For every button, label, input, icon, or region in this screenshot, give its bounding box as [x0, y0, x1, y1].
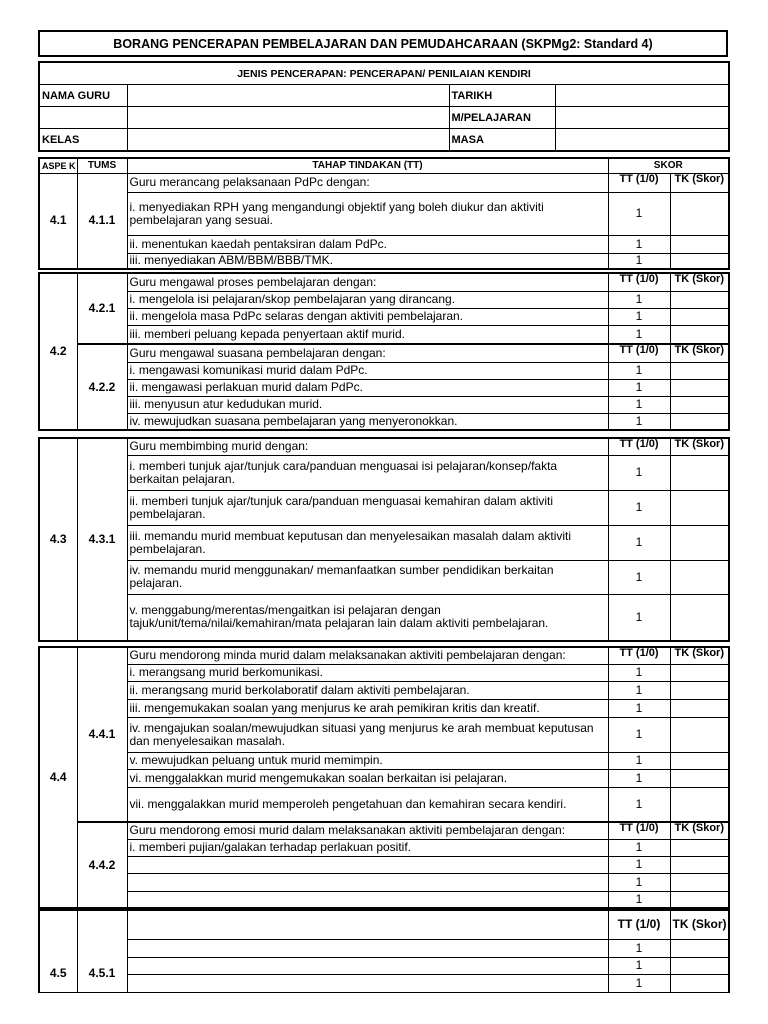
- section-4-2-table: [38, 272, 730, 431]
- aspek-header: ASPE K: [39, 158, 77, 173]
- criteria-item: vi. menggalakkan murid mengemukakan soalan berkaitan isi pelajaran.: [127, 769, 608, 787]
- subject-label: M/PELAJARAN: [449, 107, 555, 129]
- tt-score[interactable]: 1: [608, 291, 670, 308]
- criteria-item: i. mengawasi komunikasi murid dalam PdPc.: [127, 362, 608, 379]
- subject-field[interactable]: [555, 107, 729, 129]
- tt-score[interactable]: 1: [608, 235, 670, 253]
- tk-score[interactable]: [670, 455, 729, 490]
- criteria-intro: Guru merancang pelaksanaan PdPc dengan:: [127, 173, 608, 192]
- criteria-item: i. mengelola isi pelajaran/skop pembelajaran yang dirancang.: [127, 291, 608, 308]
- aspek-cell: 4.2: [39, 273, 77, 430]
- tt-header: TT (1/0): [608, 344, 670, 362]
- criteria-intro: Guru mengawal suasana pembelajaran dengan:: [127, 344, 608, 362]
- tums-cell: 4.2.1: [77, 273, 127, 344]
- criteria-item: [127, 957, 608, 974]
- tk-score[interactable]: [670, 769, 729, 787]
- section-4-1-table: [38, 157, 730, 270]
- tt-score[interactable]: 1: [608, 699, 670, 717]
- criteria-item: [127, 939, 608, 957]
- criteria-item: i. merangsang murid berkomunikasi.: [127, 664, 608, 681]
- tt-score[interactable]: 1: [608, 681, 670, 699]
- tt-score[interactable]: 1: [608, 455, 670, 490]
- tt-header: TT (1/0): [608, 438, 670, 455]
- criteria-intro: Guru membimbing murid dengan:: [127, 438, 608, 455]
- section-4-5-table: [38, 909, 730, 993]
- criteria-intro: Guru mengawal proses pembelajaran dengan:: [127, 273, 608, 291]
- tt-score[interactable]: 1: [608, 974, 670, 992]
- tk-score[interactable]: [670, 413, 729, 430]
- tums-cell: 4.5.1: [77, 910, 127, 992]
- tt-score[interactable]: 1: [608, 787, 670, 822]
- tk-header: TK (Skor): [670, 910, 729, 939]
- criteria-item: v. menggabung/merentas/mengaitkan isi pelajaran dengan tajuk/unit/tema/nilai/kemahiran/mata pelajaran lain dalam aktiviti pembelajaran.: [127, 594, 608, 641]
- tk-score[interactable]: [670, 308, 729, 325]
- tt-score[interactable]: 1: [608, 664, 670, 681]
- tk-score[interactable]: [670, 490, 729, 525]
- teacher-name-field[interactable]: [127, 85, 449, 107]
- tk-score[interactable]: [670, 664, 729, 681]
- criteria-item: [127, 974, 608, 992]
- tk-score[interactable]: [670, 235, 729, 253]
- tt-score[interactable]: 1: [608, 891, 670, 908]
- tk-score[interactable]: [670, 681, 729, 699]
- teacher-name-label: NAMA GURU: [39, 85, 127, 107]
- tk-header: TK (Skor): [670, 822, 729, 839]
- tk-header: TK (Skor): [670, 344, 729, 362]
- tums-cell: 4.2.2: [77, 344, 127, 430]
- criteria-item: ii. mengelola masa PdPc selaras dengan aktiviti pembelajaran.: [127, 308, 608, 325]
- class-field[interactable]: [127, 129, 449, 152]
- tk-score[interactable]: [670, 291, 729, 308]
- criteria-intro: Guru mendorong minda murid dalam melaksanakan aktiviti pembelajaran dengan:: [127, 647, 608, 664]
- tt-score[interactable]: 1: [608, 362, 670, 379]
- date-field[interactable]: [555, 85, 729, 107]
- tt-score[interactable]: 1: [608, 856, 670, 873]
- tk-score[interactable]: [670, 891, 729, 908]
- tk-score[interactable]: [670, 856, 729, 873]
- tk-score[interactable]: [670, 957, 729, 974]
- criteria-item: iii. menyediakan ABM/BBM/BBB/TMK.: [127, 253, 608, 269]
- tt-score[interactable]: 1: [608, 769, 670, 787]
- section-4-3-table: [38, 437, 730, 642]
- tt-score[interactable]: 1: [608, 490, 670, 525]
- tt-score[interactable]: 1: [608, 308, 670, 325]
- tk-score[interactable]: [670, 974, 729, 992]
- tt-header: TT (1/0): [608, 910, 670, 939]
- tk-score[interactable]: [670, 192, 729, 235]
- tk-header: TK (Skor): [670, 647, 729, 664]
- criteria-item: [127, 891, 608, 908]
- criteria-item: i. menyediakan RPH yang mengandungi objektif yang boleh diukur dan aktiviti pembelajaran yang sesuai.: [127, 192, 608, 235]
- tt-score[interactable]: 1: [608, 939, 670, 957]
- form-title: BORANG PENCERAPAN PEMBELAJARAN DAN PEMUDAHCARAAN (SKPMg2: Standard 4): [38, 30, 728, 57]
- tums-cell: 4.3.1: [77, 438, 127, 641]
- aspek-cell: 4.1: [39, 173, 77, 269]
- tt-score[interactable]: 1: [608, 752, 670, 769]
- tt-score[interactable]: 1: [608, 525, 670, 560]
- tk-score[interactable]: [670, 525, 729, 560]
- tt-header: TT (1/0): [608, 173, 670, 192]
- tt-score[interactable]: 1: [608, 192, 670, 235]
- tk-header: TK (Skor): [670, 173, 729, 192]
- tk-score[interactable]: [670, 939, 729, 957]
- tt-score[interactable]: 1: [608, 594, 670, 641]
- criteria-item: iv. memandu murid menggunakan/ memanfaatkan sumber pendidikan berkaitan pelajaran.: [127, 560, 608, 594]
- criteria-item: ii. merangsang murid berkolaboratif dalam aktiviti pembelajaran.: [127, 681, 608, 699]
- criteria-item: vii. menggalakkan murid memperoleh pengetahuan dan kemahiran secara kendiri.: [127, 787, 608, 822]
- tt-header: TT (1/0): [608, 273, 670, 291]
- tk-score[interactable]: [670, 379, 729, 396]
- tt-score[interactable]: 1: [608, 957, 670, 974]
- criteria-intro: Guru mendorong emosi murid dalam melaksanakan aktiviti pembelajaran dengan:: [127, 822, 608, 839]
- tums-cell: 4.4.2: [77, 822, 127, 908]
- tahap-header: TAHAP TINDAKAN (TT): [127, 158, 608, 173]
- tk-score[interactable]: [670, 594, 729, 641]
- criteria-item: iii. menyusun atur kedudukan murid.: [127, 396, 608, 413]
- tk-score[interactable]: [670, 396, 729, 413]
- tk-score[interactable]: [670, 325, 729, 344]
- criteria-item: iv. mewujudkan suasana pembelajaran yang menyeronokkan.: [127, 413, 608, 430]
- info-table: [38, 61, 730, 152]
- tk-score[interactable]: [670, 873, 729, 891]
- time-field[interactable]: [555, 129, 729, 152]
- tt-score[interactable]: 1: [608, 560, 670, 594]
- observation-type-label: JENIS PENCERAPAN: PENCERAPAN/ PENILAIAN KENDIRI: [39, 62, 729, 85]
- tt-header: TT (1/0): [608, 822, 670, 839]
- aspek-cell: 4.4: [39, 647, 77, 908]
- tt-score[interactable]: 1: [608, 379, 670, 396]
- tk-score[interactable]: [670, 362, 729, 379]
- tk-score[interactable]: [670, 839, 729, 856]
- tums-cell: 4.1.1: [77, 173, 127, 269]
- time-label: MASA: [449, 129, 555, 152]
- section-4-4-table: [38, 646, 730, 909]
- criteria-item: iii. memberi peluang kepada penyertaan aktif murid.: [127, 325, 608, 344]
- criteria-item: [127, 856, 608, 873]
- tt-score[interactable]: 1: [608, 413, 670, 430]
- tt-score[interactable]: 1: [608, 717, 670, 752]
- tt-score[interactable]: 1: [608, 253, 670, 269]
- tt-score[interactable]: 1: [608, 873, 670, 891]
- tk-header: TK (Skor): [670, 273, 729, 291]
- tt-score[interactable]: 1: [608, 396, 670, 413]
- criteria-item: iii. memandu murid membuat keputusan dan menyelesaikan masalah dalam aktiviti pembelajaran.: [127, 525, 608, 560]
- criteria-item: [127, 873, 608, 891]
- tk-score[interactable]: [670, 787, 729, 822]
- criteria-item: ii. memberi tunjuk ajar/tunjuk cara/panduan menguasai kemahiran dalam aktiviti pembelajaran.: [127, 490, 608, 525]
- date-label: TARIKH: [449, 85, 555, 107]
- criteria-item: iv. mengajukan soalan/mewujudkan situasi yang menjurus ke arah membuat keputusan dan menyelesaikan masalah.: [127, 717, 608, 752]
- criteria-item: ii. mengawasi perlakuan murid dalam PdPc.: [127, 379, 608, 396]
- tk-score[interactable]: [670, 717, 729, 752]
- criteria-intro: [127, 910, 608, 939]
- aspek-cell: 4.5: [39, 910, 77, 992]
- blank-field-cell[interactable]: [127, 107, 449, 129]
- blank-label-cell: [39, 107, 127, 129]
- skor-header: SKOR: [608, 158, 729, 173]
- tk-score[interactable]: [670, 752, 729, 769]
- tt-score[interactable]: 1: [608, 325, 670, 344]
- criteria-item: i. memberi pujian/galakan terhadap perlakuan positif.: [127, 839, 608, 856]
- tums-cell: 4.4.1: [77, 647, 127, 822]
- tums-header: TUMS: [77, 158, 127, 173]
- tt-header: TT (1/0): [608, 647, 670, 664]
- criteria-item: iii. mengemukakan soalan yang menjurus ke arah pemikiran kritis dan kreatif.: [127, 699, 608, 717]
- tk-header: TK (Skor): [670, 438, 729, 455]
- aspek-cell: 4.3: [39, 438, 77, 641]
- tk-score[interactable]: [670, 699, 729, 717]
- criteria-item: i. memberi tunjuk ajar/tunjuk cara/panduan menguasai isi pelajaran/konsep/fakta berkaitan pelajaran.: [127, 455, 608, 490]
- class-label: KELAS: [39, 129, 127, 152]
- tk-score[interactable]: [670, 253, 729, 269]
- tk-score[interactable]: [670, 560, 729, 594]
- tt-score[interactable]: 1: [608, 839, 670, 856]
- criteria-item: ii. menentukan kaedah pentaksiran dalam PdPc.: [127, 235, 608, 253]
- criteria-item: v. mewujudkan peluang untuk murid memimpin.: [127, 752, 608, 769]
